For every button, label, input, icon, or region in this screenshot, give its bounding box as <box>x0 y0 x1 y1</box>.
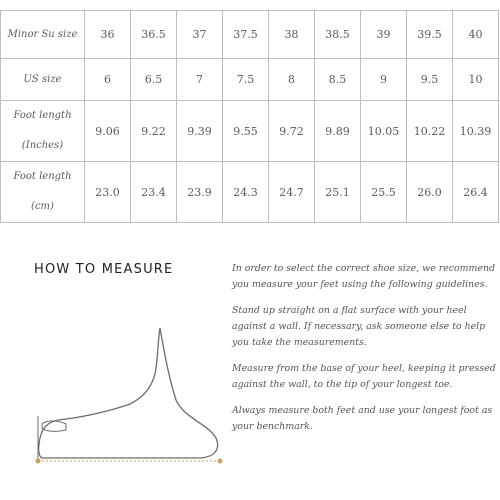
instruction-paragraph: Always measure both feet and use your longest foot as your benchmark. <box>232 405 493 432</box>
table-cell: 9.39 <box>177 101 223 162</box>
row-label-text: Foot length <box>13 110 72 121</box>
table-cell: 6.5 <box>131 59 177 101</box>
table-cell: 9.22 <box>131 101 177 162</box>
table-cell: 38.5 <box>315 11 361 59</box>
table-cell: 10.05 <box>361 101 407 162</box>
table-cell: 9.5 <box>407 59 453 101</box>
table-cell: 25.1 <box>315 162 361 223</box>
table-cell: 24.7 <box>269 162 315 223</box>
row-label <box>1 101 85 162</box>
row-label-text: Foot length <box>13 171 72 182</box>
table-cell: 9.89 <box>315 101 361 162</box>
table-cell: 39 <box>361 11 407 59</box>
table-cell: 6 <box>85 59 131 101</box>
measure-end-marker <box>218 459 223 464</box>
table-cell: 36 <box>85 11 131 59</box>
table-cell: 8 <box>269 59 315 101</box>
table-cell: 25.5 <box>361 162 407 223</box>
table-cell: 23.4 <box>131 162 177 223</box>
table-cell: 10.22 <box>407 101 453 162</box>
row-label-text: Minor Su size <box>7 28 78 40</box>
how-to-measure-title: HOW TO MEASURE <box>34 262 174 277</box>
table-cell: 26.4 <box>453 162 499 223</box>
measurement-instructions <box>232 261 498 445</box>
table-cell: 9 <box>361 59 407 101</box>
row-label <box>1 162 85 223</box>
instruction-paragraph: Stand up straight on a flat surface with your heel against a wall. If necessary, ask someone else to help you take the measurements. <box>232 305 486 348</box>
table-cell: 9.55 <box>223 101 269 162</box>
table-cell: 24.3 <box>223 162 269 223</box>
instruction-paragraph: Measure from the base of your heel, keeping it pressed against the wall, to the tip of your longest toe. <box>232 363 496 390</box>
row-label-text: US size <box>23 73 62 85</box>
table-cell: 10 <box>453 59 499 101</box>
foot-outline-path <box>39 328 218 458</box>
table-cell: 23.9 <box>177 162 223 223</box>
table-cell: 7 <box>177 59 223 101</box>
table-cell: 36.5 <box>131 11 177 59</box>
size-chart-table <box>0 10 499 223</box>
foot-outline-illustration-icon <box>18 320 238 470</box>
table-row <box>1 11 499 59</box>
table-cell: 37.5 <box>223 11 269 59</box>
row-label <box>1 59 85 101</box>
table-cell: 9.06 <box>85 101 131 162</box>
table-cell: 10.39 <box>453 101 499 162</box>
row-label-unit: (cm) <box>31 201 54 212</box>
size-chart-body <box>1 11 499 223</box>
table-cell: 7.5 <box>223 59 269 101</box>
table-cell: 38 <box>269 11 315 59</box>
row-label-unit: (Inches) <box>21 140 64 151</box>
row-label <box>1 11 85 59</box>
table-row <box>1 59 499 101</box>
table-row <box>1 162 499 223</box>
table-cell: 23.0 <box>85 162 131 223</box>
table-cell: 40 <box>453 11 499 59</box>
table-row <box>1 101 499 162</box>
instruction-paragraph: In order to select the correct shoe size, we recommend you measure your feet using the following guidelines. <box>232 263 496 290</box>
table-cell: 26.0 <box>407 162 453 223</box>
table-cell: 8.5 <box>315 59 361 101</box>
measure-start-marker <box>36 459 41 464</box>
table-cell: 9.72 <box>269 101 315 162</box>
table-cell: 37 <box>177 11 223 59</box>
table-cell: 39.5 <box>407 11 453 59</box>
